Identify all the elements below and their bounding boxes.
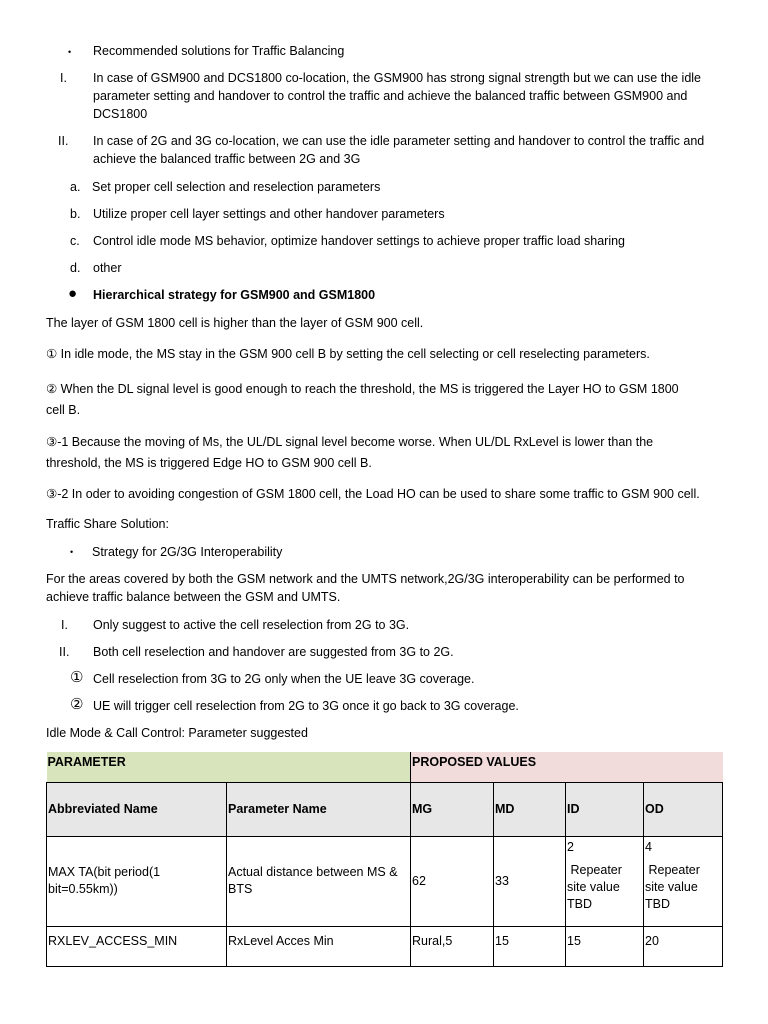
- traffic-share-heading: Traffic Share Solution:: [46, 517, 169, 531]
- sub-c-text: Control idle mode MS behavior, optimize handover settings to achieve proper traffic load sharing: [93, 234, 626, 248]
- circled-step-3-line2: threshold, the MS is triggered Edge HO to GSM 900 cell B.: [46, 456, 372, 470]
- circled-step-2-line2: cell B.: [46, 403, 81, 417]
- col-md: MD: [494, 782, 566, 836]
- cell-abbr: MAX TA(bit period(1 bit=0.55km)): [47, 836, 227, 926]
- layer-text: The layer of GSM 1800 cell is higher than the layer of GSM 900 cell.: [46, 316, 424, 330]
- cell-id: [566, 836, 644, 926]
- cell-id-value: 2: [567, 839, 574, 854]
- option-i-text: Only suggest to active the cell reselection from 2G to 3G.: [93, 618, 410, 632]
- cell-id-note: Repeater site value TBD: [567, 862, 626, 911]
- sub-d-text: other: [93, 261, 122, 275]
- cell-md: 33: [494, 836, 566, 926]
- item-i-text: In case of GSM900 and DCS1800 co-location, the GSM900 has strong signal strength but we can use the idle parameter setting and handover to control the traffic and achieve the balanced traffic between GSM900 and DCS1800: [93, 71, 701, 121]
- circled-step-1: ① In idle mode, the MS stay in the GSM 900 cell B by setting the cell selecting or cell reselecting parameters.: [46, 347, 650, 361]
- item-marker: II.: [58, 134, 69, 148]
- option-marker: II.: [59, 645, 70, 659]
- sub-marker: d.: [70, 261, 81, 275]
- option-c2-text: UE will trigger cell reselection from 2G to 3G once it go back to 3G coverage.: [93, 699, 519, 713]
- bullet-hierarchical: Hierarchical strategy for GSM900 and GSM1800: [93, 288, 376, 302]
- cell-id: 15: [566, 926, 644, 966]
- header-parameter: PARAMETER: [47, 752, 411, 782]
- sub-marker: c.: [70, 234, 80, 248]
- table-row: [47, 836, 723, 926]
- circled-step-3-line1: ③-1 Because the moving of Ms, the UL/DL signal level become worse. When UL/DL RxLevel is lower than the: [46, 435, 654, 449]
- bullet-icon: •: [68, 47, 72, 57]
- cell-abbr: RXLEV_ACCESS_MIN: [47, 926, 227, 966]
- cell-od: 20: [644, 926, 723, 966]
- cell-param: RxLevel Acces Min: [227, 926, 411, 966]
- cell-md: 15: [494, 926, 566, 966]
- idle-mode-heading: Idle Mode & Call Control: Parameter suggested: [46, 726, 308, 740]
- bullet-icon: •: [70, 547, 74, 557]
- col-mg: MG: [411, 782, 494, 836]
- cell-od-note: Repeater site value TBD: [645, 862, 704, 911]
- sub-a-text: Set proper cell selection and reselection parameters: [92, 180, 381, 194]
- item-ii-text: In case of 2G and 3G co-location, we can use the idle parameter setting and handover to control the traffic and achieve the balanced traffic between 2G and 3G: [93, 134, 705, 166]
- col-od: OD: [644, 782, 723, 836]
- cell-mg: Rural,5: [411, 926, 494, 966]
- bullet-traffic-balancing: Recommended solutions for Traffic Balancing: [93, 44, 345, 58]
- sub-marker: a.: [70, 180, 81, 194]
- sub-marker: b.: [70, 207, 81, 221]
- option-ii-text: Both cell reselection and handover are suggested from 3G to 2G.: [93, 645, 454, 659]
- interop-line2: achieve traffic balance between the GSM and UMTS.: [46, 590, 341, 604]
- sub-b-text: Utilize proper cell layer settings and other handover parameters: [93, 207, 445, 221]
- filled-bullet-icon: ●: [68, 285, 78, 302]
- cell-mg: 62: [411, 836, 494, 926]
- item-marker: I.: [60, 71, 67, 85]
- table-row: [47, 926, 723, 966]
- option-marker: I.: [61, 618, 68, 632]
- col-abbreviated-name: Abbreviated Name: [47, 782, 227, 836]
- circled-step-4: ③-2 In oder to avoiding congestion of GSM 1800 cell, the Load HO can be used to share some traffic to GSM 900 cell.: [46, 487, 700, 501]
- parameter-table: [46, 752, 723, 967]
- col-parameter-name: Parameter Name: [227, 782, 411, 836]
- circled-step-2-line1: ② When the DL signal level is good enough to reach the threshold, the MS is triggered the Layer HO to GSM 1800: [46, 382, 679, 396]
- circled-one-icon: ①: [70, 669, 84, 686]
- cell-od: [644, 836, 723, 926]
- header-proposed-values: PROPOSED VALUES: [411, 752, 723, 782]
- bullet-strategy: Strategy for 2G/3G Interoperability: [92, 545, 283, 559]
- option-c1-text: Cell reselection from 3G to 2G only when the UE leave 3G coverage.: [93, 672, 475, 686]
- cell-param: Actual distance between MS & BTS: [227, 836, 411, 926]
- cell-od-value: 4: [645, 839, 652, 854]
- col-id: ID: [566, 782, 644, 836]
- interop-line1: For the areas covered by both the GSM network and the UMTS network,2G/3G interoperability can be performed to: [46, 572, 685, 586]
- circled-two-icon: ②: [70, 696, 84, 713]
